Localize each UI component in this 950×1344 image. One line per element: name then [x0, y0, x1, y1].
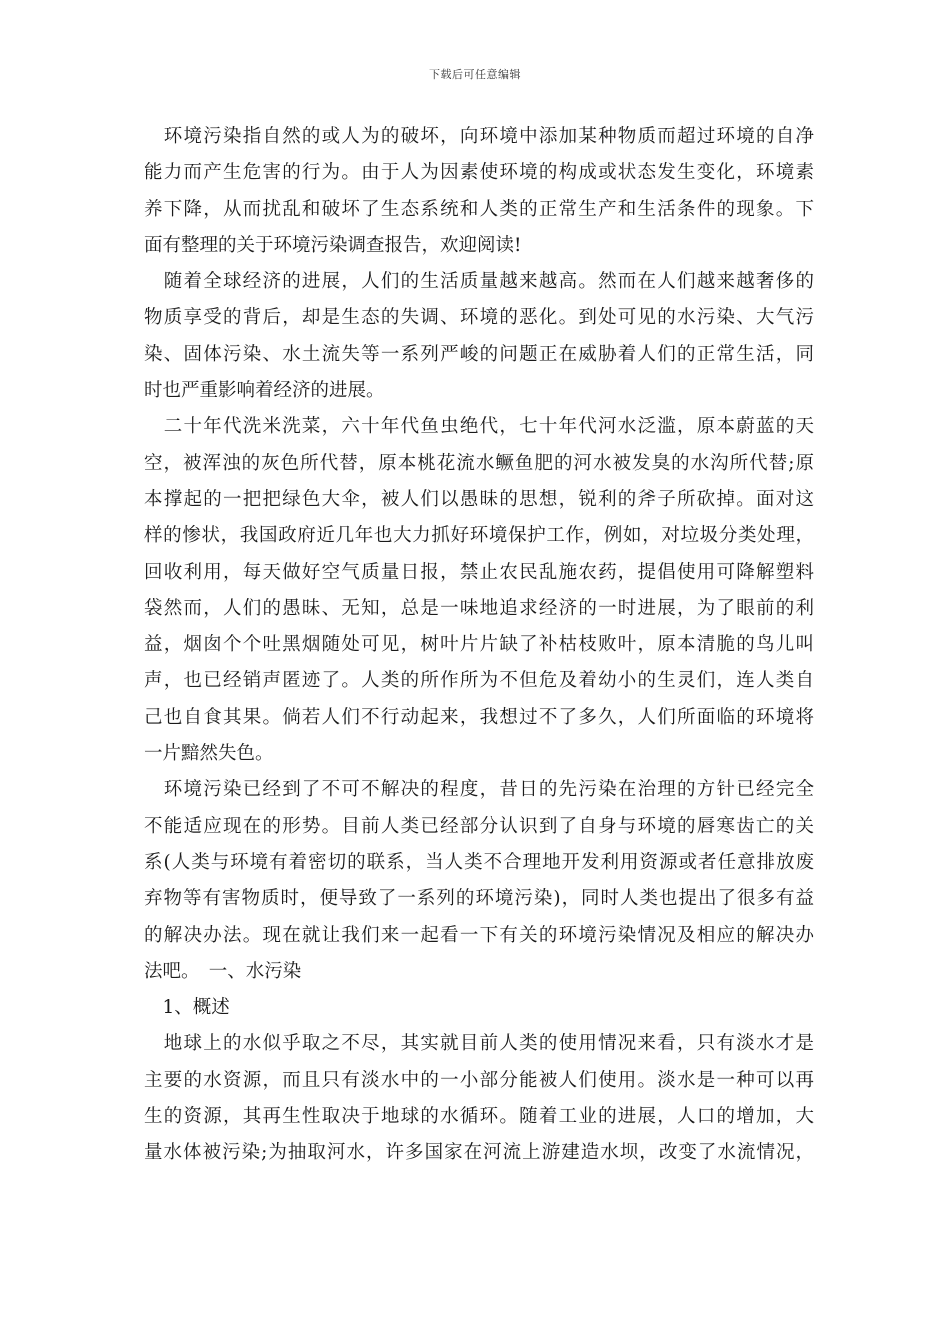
text-line: 染、固体污染、水土流失等一系列严峻的问题正在威胁着人们的正常生活，同: [144, 343, 814, 365]
text-line: 随着全球经济的进展，人们的生活质量越来越高。然而在人们越来越奢侈的: [144, 271, 814, 293]
text-line: 弃物等有害物质时，便导致了一系列的环境污染)，同时人类也提出了很多有益: [144, 888, 814, 910]
text-line: 一片黯然失色。: [144, 743, 274, 765]
text-line: 袋然而，人们的愚昧、无知，总是一味地追求经济的一时进展，为了眼前的利: [144, 597, 814, 619]
text-line: 的解决办法。现在就让我们来一起看一下有关的环境污染情况及相应的解决办: [144, 924, 814, 946]
text-line: 养下降，从而扰乱和破坏了生态系统和人类的正常生产和生活条件的现象。下: [144, 198, 814, 220]
text-line: 样的惨状，我国政府近几年也大力抓好环境保护工作，例如，对垃圾分类处理，: [144, 525, 814, 547]
text-line: 环境污染指自然的或人为的破坏，向环境中添加某种物质而超过环境的自净: [144, 126, 814, 147]
paragraph-history: [144, 409, 814, 772]
text-line: 回收利用，每天做好空气质量日报，禁止农民乱施农药，提倡使用可降解塑料: [144, 561, 814, 583]
page-header: 下载后可任意编辑: [429, 68, 521, 81]
paragraph-solutions: [144, 772, 814, 990]
section-heading-overview: [144, 990, 814, 1026]
text-line: 益，烟囱个个吐黑烟随处可见，树叶片片缺了补枯枝败叶，原本清脆的鸟儿叫: [144, 634, 814, 656]
text-line: 不能适应现在的形势。目前人类已经部分认识到了自身与环境的唇寒齿亡的关: [144, 815, 814, 837]
text-line: 系(人类与环境有着密切的联系，当人类不合理地开发利用资源或者任意排放废: [144, 851, 814, 873]
text-line: 能力而产生危害的行为。由于人为因素使环境的构成或状态发生变化，环境素: [144, 162, 814, 184]
text-line: 环境污染已经到了不可不解决的程度，昔日的先污染在治理的方针已经完全: [144, 779, 814, 801]
text-line: 地球上的水似乎取之不尽，其实就目前人类的使用情况来看，只有淡水才是: [144, 1033, 814, 1055]
paragraph-economy: [144, 264, 814, 409]
text-line: 二十年代洗米洗菜，六十年代鱼虫绝代，七十年代河水泛滥，原本蔚蓝的天: [144, 416, 814, 438]
text-line: 本撑起的一把把绿色大伞，被人们以愚昧的思想，锐利的斧子所砍掉。面对这: [144, 488, 814, 510]
text-line: 时也严重影响着经济的进展。: [144, 380, 385, 402]
text-line: 1、概述: [144, 997, 230, 1019]
text-line: 法吧。 一、水污染: [144, 960, 302, 982]
text-line: 面有整理的关于环境污染调查报告，欢迎阅读!: [144, 234, 522, 256]
paragraph-intro: [144, 119, 814, 264]
text-line: 己也自食其果。倘若人们不行动起来，我想过不了多久，人们所面临的环境将: [144, 706, 814, 728]
text-line: 空，被浑浊的灰色所代替，原本桃花流水鳜鱼肥的河水被发臭的水沟所代替;原: [144, 452, 814, 474]
text-line: 生的资源，其再生性取决于地球的水循环。随着工业的进展，人口的增加，大: [144, 1106, 814, 1128]
text-line: 主要的水资源，而且只有淡水中的一小部分能被人们使用。淡水是一种可以再: [144, 1069, 814, 1091]
paragraph-water: [144, 1026, 814, 1171]
text-line: 量水体被污染;为抽取河水，许多国家在河流上游建造水坝，改变了水流情况，: [144, 1142, 814, 1164]
document-body: [144, 119, 814, 1172]
text-line: 物质享受的背后，却是生态的失调、环境的恶化。到处可见的水污染、大气污: [144, 307, 814, 329]
text-line: 声，也已经销声匿迹了。人类的所作所为不但危及着幼小的生灵们，连人类自: [144, 670, 814, 692]
